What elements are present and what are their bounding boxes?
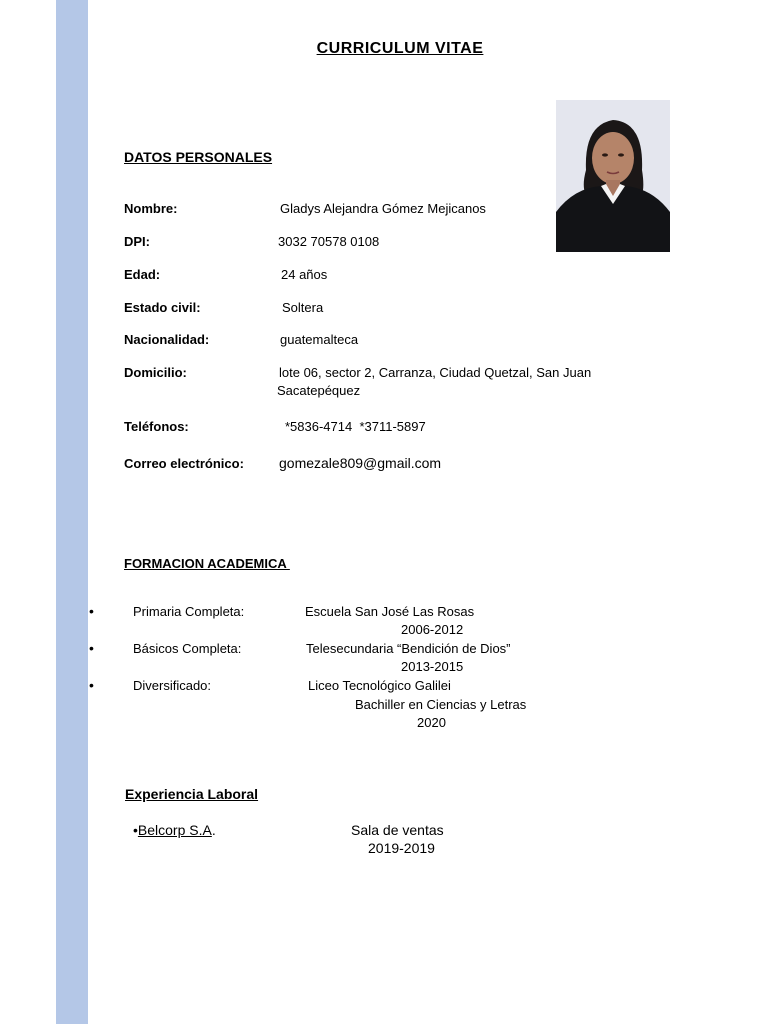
experience-heading: Experiencia Laboral — [125, 786, 259, 802]
dpi-value: 3032 70578 0108 — [278, 234, 380, 249]
education-school: Telesecundaria “Bendición de Dios” — [306, 641, 511, 656]
experience-years: 2019-2019 — [368, 840, 435, 856]
education-school: Escuela San José Las Rosas — [305, 604, 475, 619]
phones-value: *5836-4714 *3711-5897 — [285, 419, 426, 434]
profile-photo — [556, 100, 670, 252]
page-margin-bar — [56, 0, 88, 1024]
age-value: 24 años — [281, 267, 328, 282]
education-heading: FORMACION ACADEMICA — [124, 556, 290, 571]
nationality-label: Nacionalidad: — [124, 332, 210, 347]
address-value-line1: lote 06, sector 2, Carranza, Ciudad Quetzal, San Juan — [279, 365, 592, 380]
education-school: Liceo Tecnológico Galilei — [308, 678, 451, 693]
civil-status-label: Estado civil: — [124, 300, 201, 315]
nationality-value: guatemalteca — [280, 332, 359, 347]
experience-role: Sala de ventas — [351, 822, 444, 838]
dpi-label: DPI: — [124, 234, 150, 249]
experience-item — [133, 822, 216, 838]
education-bullet: • — [89, 677, 94, 693]
document-title: CURRICULUM VITAE — [316, 40, 484, 57]
education-years: 2013-2015 — [401, 659, 464, 674]
personal-data-heading: DATOS PERSONALES — [124, 149, 273, 165]
experience-company: Belcorp S.A — [137, 822, 212, 838]
address-value-line2: Sacatepéquez — [277, 383, 361, 398]
experience-company-dot: . — [211, 822, 216, 838]
education-years: 2006-2012 — [401, 622, 464, 637]
name-label: Nombre: — [124, 201, 178, 216]
education-bullet: • — [89, 603, 94, 619]
address-label: Domicilio: — [124, 365, 187, 380]
civil-status-value: Soltera — [282, 300, 324, 315]
education-degree: Bachiller en Ciencias y Letras — [355, 697, 527, 712]
education-level: Básicos Completa: — [133, 641, 242, 656]
email-value: gomezale809@gmail.com — [279, 455, 442, 471]
education-level: Primaria Completa: — [133, 604, 245, 619]
name-value: Gladys Alejandra Gómez Mejicanos — [280, 201, 486, 216]
experience-bullet: • — [133, 822, 138, 838]
phones-label: Teléfonos: — [124, 419, 189, 434]
education-bullet: • — [89, 640, 94, 656]
education-years: 2020 — [417, 715, 446, 730]
email-label: Correo electrónico: — [124, 456, 244, 471]
education-level: Diversificado: — [133, 678, 212, 693]
age-label: Edad: — [124, 267, 161, 282]
